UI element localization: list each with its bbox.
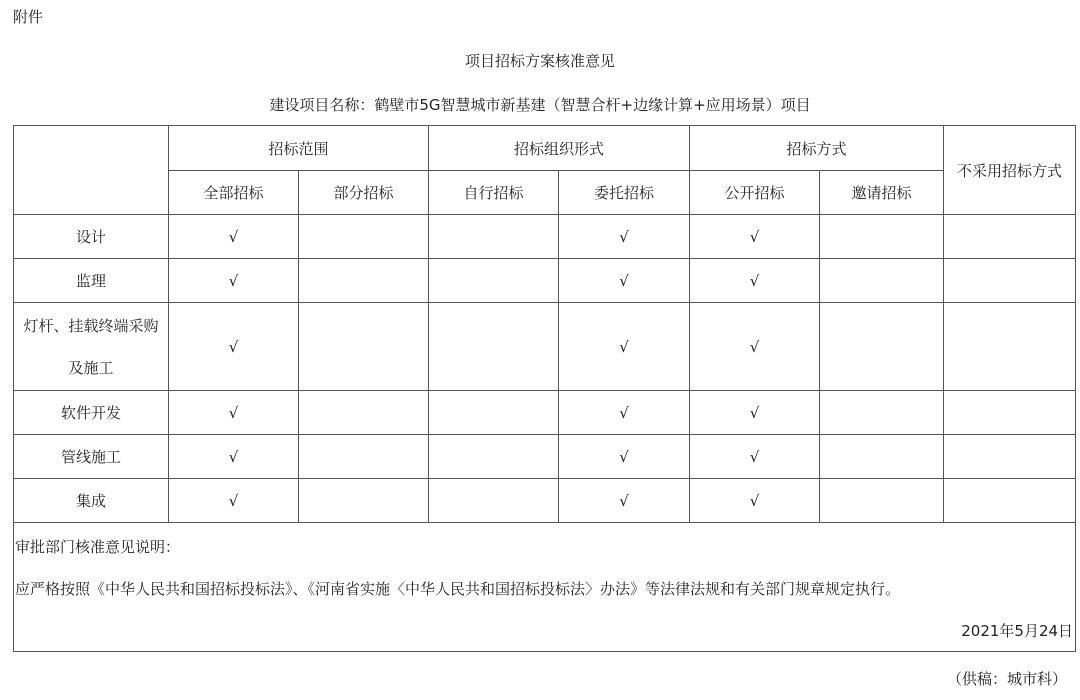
check-cell (429, 391, 559, 435)
check-cell (559, 215, 690, 259)
notes-title: 审批部门核准意见说明： (15, 538, 181, 556)
check-mark: √ (619, 447, 629, 466)
check-mark: √ (749, 403, 760, 422)
document-title: 项目招标方案核准意见 (464, 52, 615, 70)
check-cell (429, 303, 559, 391)
check-cell (820, 479, 944, 523)
check-cell (559, 391, 690, 435)
check-cell (559, 259, 690, 303)
check-cell (820, 391, 944, 435)
check-mark: √ (228, 491, 239, 510)
check-mark: √ (749, 447, 760, 466)
check-cell (429, 435, 559, 479)
check-cell (559, 479, 690, 523)
row-label: 监理 (14, 259, 169, 303)
check-cell (820, 259, 944, 303)
check-cell (299, 259, 429, 303)
check-cell (944, 303, 1076, 391)
row-label: 软件开发 (14, 391, 169, 435)
row-label: 集成 (14, 479, 169, 523)
check-cell (944, 259, 1076, 303)
approval-table (13, 125, 1076, 652)
check-cell (299, 391, 429, 435)
check-cell (429, 479, 559, 523)
notes-body: 应严格按照《中华人民共和国招标投标法》、《河南省实施〈中华人民共和国招标投标法〉办法》等法律法规和有关部门规章规定执行。 (15, 580, 901, 598)
check-cell (690, 391, 820, 435)
check-cell (169, 391, 299, 435)
check-cell (169, 435, 299, 479)
check-cell (299, 479, 429, 523)
row-label (14, 303, 169, 391)
source-credit: （供稿：城市科） (946, 670, 1067, 688)
approval-notes-cell (14, 523, 1076, 652)
header-corner-cell (14, 126, 169, 215)
check-mark: √ (749, 271, 760, 290)
notes-row (14, 523, 1076, 652)
check-cell (944, 479, 1076, 523)
check-cell (944, 391, 1076, 435)
header-not-used: 不采用招标方式 (944, 126, 1076, 215)
check-cell (690, 479, 820, 523)
check-mark: √ (749, 491, 760, 510)
check-mark: √ (228, 271, 239, 290)
check-mark: √ (749, 227, 760, 246)
row-label-line2: 及施工 (68, 358, 114, 377)
check-cell (690, 435, 820, 479)
row-label: 管线施工 (14, 435, 169, 479)
check-cell (429, 215, 559, 259)
check-cell (690, 215, 820, 259)
header-entrusted: 委托招标 (559, 171, 690, 215)
header-open: 公开招标 (690, 171, 820, 215)
check-cell (169, 259, 299, 303)
check-cell (169, 215, 299, 259)
header-self: 自行招标 (429, 171, 559, 215)
check-cell (944, 435, 1076, 479)
check-cell (299, 435, 429, 479)
check-cell (820, 435, 944, 479)
check-mark: √ (228, 227, 239, 246)
attachment-label: 附件 (13, 8, 44, 26)
header-row-2 (14, 171, 1076, 215)
check-mark: √ (619, 227, 629, 246)
header-scope: 招标范围 (169, 126, 429, 171)
project-name: 建设项目名称：鹤壁市5G智慧城市新基建（智慧合杆+边缘计算+应用场景）项目 (269, 96, 811, 114)
check-cell (690, 303, 820, 391)
header-full: 全部招标 (169, 171, 299, 215)
header-method: 招标方式 (690, 126, 944, 171)
table-row (14, 303, 1076, 391)
check-cell (944, 215, 1076, 259)
table-row (14, 435, 1076, 479)
check-cell (429, 259, 559, 303)
check-cell (299, 303, 429, 391)
check-cell (559, 303, 690, 391)
check-cell (299, 215, 429, 259)
header-invited: 邀请招标 (820, 171, 944, 215)
check-mark: √ (619, 337, 629, 356)
check-mark: √ (228, 403, 239, 422)
check-cell (169, 303, 299, 391)
check-cell (559, 435, 690, 479)
row-label-line1: 灯杆、挂载终端采购 (23, 316, 159, 335)
check-mark: √ (619, 491, 629, 510)
header-row-1 (14, 126, 1076, 171)
check-cell (820, 215, 944, 259)
row-label: 设计 (14, 215, 169, 259)
check-cell (690, 259, 820, 303)
check-cell (820, 303, 944, 391)
header-org-form: 招标组织形式 (429, 126, 690, 171)
check-mark: √ (619, 403, 629, 422)
table-row (14, 391, 1076, 435)
header-partial: 部分招标 (299, 171, 429, 215)
check-mark: √ (619, 271, 629, 290)
check-mark: √ (228, 447, 239, 466)
notes-date: 2021年5月24日 (961, 622, 1074, 640)
check-mark: √ (228, 337, 239, 356)
table-row (14, 259, 1076, 303)
table-row (14, 479, 1076, 523)
table-row (14, 215, 1076, 259)
check-mark: √ (749, 337, 760, 356)
check-cell (169, 479, 299, 523)
